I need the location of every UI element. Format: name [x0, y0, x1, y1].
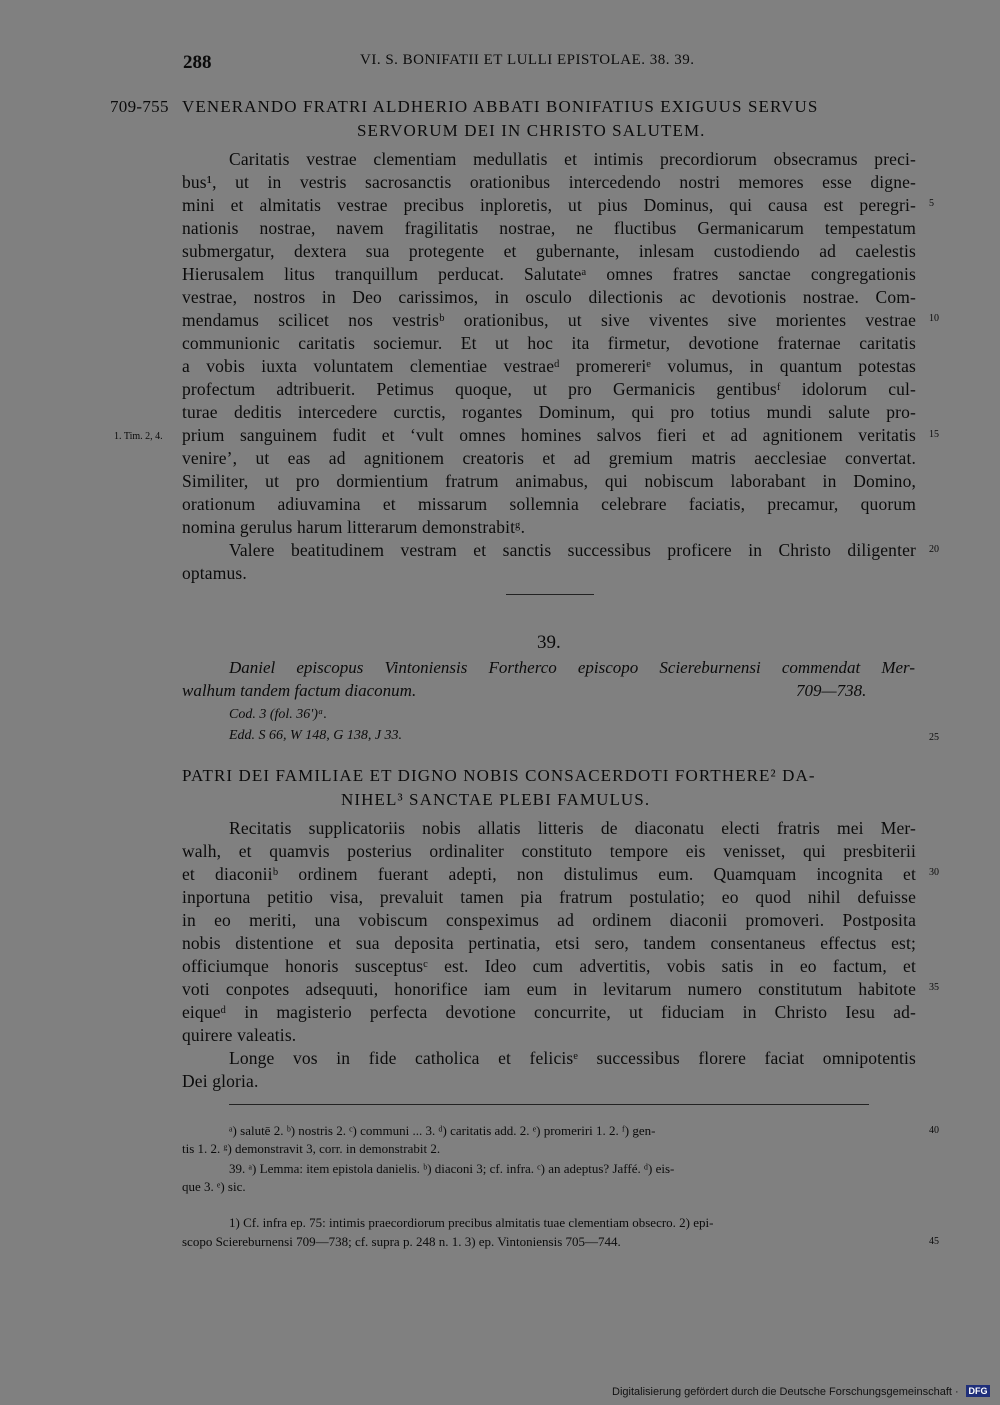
date-range: 709-755: [110, 97, 169, 116]
line-number: 25: [929, 732, 939, 743]
body-line: voti conpotes adsequuti, honorifice iam eum in levitarum numero constitutum habitote: [182, 979, 916, 999]
line-number: 45: [929, 1236, 939, 1247]
line-number: 30: [929, 867, 939, 878]
body-line: eiqueᵈ in magisterio perfecta devotione concurrite, ut fiduciam in Christo Iesu ad-: [182, 1002, 916, 1022]
line-number: 10: [929, 313, 939, 324]
body-line: Longe vos in fide catholica et felicisᵉ successibus florere faciat omnipotentis: [229, 1048, 916, 1068]
marginal-reference: 1. Tim. 2, 4.: [114, 431, 163, 442]
body-line: Recitatis supplicatoriis nobis allatis litteris de diaconatu electi fratris mei Mer-: [229, 818, 916, 838]
body-line: optamus.: [182, 563, 247, 583]
codex-line: Cod. 3 (fol. 36')ᵃ.: [229, 707, 328, 722]
summary-date: 709—738.: [796, 681, 867, 700]
letter-heading-line: NIHEL³ SANCTAE PLEBI FAMULUS.: [341, 790, 651, 809]
line-number: 35: [929, 982, 939, 993]
letter-heading-line: VENERANDO FRATRI ALDHERIO ABBATI BONIFATIUS EXIGUUS SERVUS: [182, 97, 819, 116]
body-line: Similiter, ut pro dormientium fratrum animabus, qui nobiscum laborabant in Domino,: [182, 471, 916, 491]
body-line: quirere valeatis.: [182, 1025, 297, 1045]
footnote-line: tis 1. 2. ᵍ) demonstravit 3, corr. in demonstrabit 2.: [182, 1141, 441, 1156]
body-line: venire’, ut eas ad agnitionem creatoris et ad gremium matris aecclesiae convertat.: [182, 448, 916, 468]
body-line: communionic caritatis sociemur. Et ut hoc ita firmetur, devotione fraternae caritatis: [182, 333, 916, 353]
line-number: 20: [929, 544, 939, 555]
letter-number: 39.: [537, 632, 561, 653]
body-line: nationis nostrae, navem fragilitatis nostrae, ne fluctibus Germanicarum tempestatum: [182, 218, 916, 238]
body-line: mini et almitatis vestrae precibus inploretis, ut pius Dominus, qui causa est peregri-: [182, 195, 916, 215]
body-line: profectum adtribuerit. Petimus quoque, ut pro Germanicis gentibusᶠ idolorum cul-: [182, 379, 916, 399]
body-line: et diaconiiᵇ ordinem fuerant adepti, non distulimus eum. Quamquam incognita et: [182, 864, 916, 884]
body-line: nobis distentione et sua deposita pertinatia, etsi sero, tandem consentaneus effectus est;: [182, 933, 916, 953]
body-line: orationum adiuvamina et missarum sollemnia celebrare faciatis, precamur, quorum: [182, 494, 916, 514]
body-line: Valere beatitudinem vestram et sanctis successibus proficere in Christo diligenter: [229, 540, 916, 560]
body-line: walh, et quamvis posterius ordinaliter constituto tempore eis venisset, qui presbiterii: [182, 841, 916, 861]
line-number: 15: [929, 429, 939, 440]
footnote-line: scopo Sciereburnensi 709—738; cf. supra p. 248 n. 1. 3) ep. Vintoniensis 705—744.: [182, 1234, 621, 1249]
body-line: submergatur, dextera sua protegente et gubernante, inlesam custodiendo ad caelestis: [182, 241, 916, 261]
letter-heading-line: PATRI DEI FAMILIAE ET DIGNO NOBIS CONSACERDOTI FORTHERE² DA-: [182, 766, 816, 785]
editions-line: Edd. S 66, W 148, G 138, J 33.: [229, 728, 403, 743]
body-line: Hierusalem litus tranquillum perducat. Salutateᵃ omnes fratres sanctae congregationis: [182, 264, 916, 284]
body-line: a vobis iuxta voluntatem clementiae vestraeᵈ promereriᵉ volumus, in quantum potestas: [182, 356, 916, 376]
body-line: prium sanguinem fudit et ‘vult omnes homines salvos fieri et ad agnitionem veritatis: [182, 425, 916, 445]
body-line: in eo meriti, una vobiscum conspeximus ad ordinem diaconii promoveri. Postposita: [182, 910, 916, 930]
footnote-line: que 3. ᵉ) sic.: [182, 1179, 246, 1194]
footnote-line: 1) Cf. infra ep. 75: intimis praecordiorum precibus almitatis tuae clementiam obsecro. 2) epi-: [229, 1215, 714, 1230]
body-line: turae deditis intercedere curctis, rogantes Dominum, qui pro totius mundi salute pro-: [182, 402, 916, 422]
credit-text: Digitalisierung gefördert durch die Deutsche Forschungsgemeinschaft ·: [612, 1386, 959, 1398]
body-line: Dei gloria.: [182, 1071, 259, 1091]
summary-line: walhum tandem factum diaconum.: [182, 681, 417, 700]
section-divider: [506, 594, 594, 595]
summary-line: Daniel episcopus Vintoniensis Fortherco episcopo Sciereburnensi commendat Mer-: [229, 658, 915, 677]
body-line: vestrae, nostros in Deo carissimos, in osculo dilectionis ac devotionis nostrae. Com-: [182, 287, 916, 307]
body-line: Caritatis vestrae clementiam medullatis et intimis precordiorum obsecramus preci-: [229, 149, 916, 169]
body-line: inportuna petitio visa, prevaluit tamen pia fratrum postulatio; eo quod nihil defuisse: [182, 887, 916, 907]
body-line: nomina gerulus harum litterarum demonstrabitᵍ.: [182, 517, 526, 537]
footnote-line: 39. ᵃ) Lemma: item epistola danielis. ᵇ) diaconi 3; cf. infra. ᶜ) an adeptus? Jaffé. ᵈ) eis-: [229, 1161, 675, 1176]
line-number: 5: [929, 198, 934, 209]
footnote-line: ᵃ) salutē 2. ᵇ) nostris 2. ᶜ) communi ... 3. ᵈ) caritatis add. 2. ᵉ) promeriri 1. 2. ᶠ) gen-: [229, 1123, 656, 1138]
running-head: VI. S. BONIFATII ET LULLI EPISTOLAE. 38. 39.: [360, 52, 695, 68]
line-number: 40: [929, 1125, 939, 1136]
letter-heading-line: SERVORUM DEI IN CHRISTO SALUTEM.: [357, 121, 706, 140]
page-number: 288: [183, 52, 212, 73]
body-line: mendamus scilicet nos vestrisᵇ orationibus, ut sive viventes sive morientes vestrae: [182, 310, 916, 330]
footnote-rule: [229, 1104, 869, 1105]
body-line: officiumque honoris susceptusᶜ est. Ideo cum advertitis, vobis satis in eo factum, et: [182, 956, 916, 976]
dfg-logo: DFG: [966, 1385, 990, 1397]
body-line: bus¹, ut in vestris sacrosanctis orationibus intercedendo nostri memores esse digne-: [182, 172, 916, 192]
